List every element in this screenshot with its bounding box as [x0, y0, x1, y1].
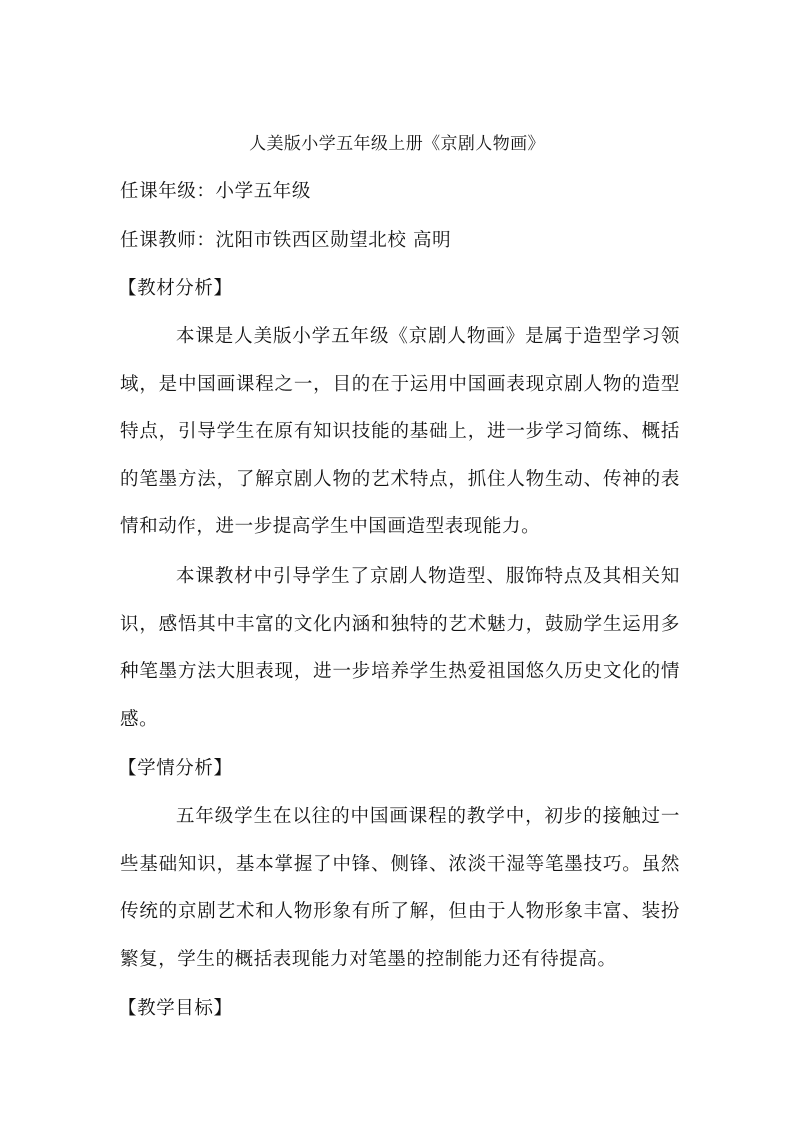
- material-analysis-paragraph-2: 本课教材中引导学生了京剧人物造型、服饰特点及其相关知识，感悟其中丰富的文化内涵和独特的艺术魅力，鼓励学生运用多种笔墨方法大胆表现，进一步培养学生热爱祖国悠久历史文化的情感。: [120, 566, 680, 730]
- section-heading-student-analysis: 【学情分析】: [118, 758, 233, 779]
- section-heading-material-analysis: 【教材分析】: [118, 278, 233, 299]
- teacher-line: 任课教师：沈阳市铁西区勋望北校 高明: [120, 230, 452, 251]
- document-title: 人美版小学五年级上册《京剧人物画》: [249, 134, 545, 154]
- grade-line: 任课年级：小学五年级: [120, 181, 312, 202]
- section-heading-teaching-goals: 【教学目标】: [118, 998, 233, 1019]
- material-analysis-paragraph-1: 本课是人美版小学五年级《京剧人物画》是属于造型学习领域，是中国画课程之一，目的在于运用中国画表现京剧人物的造型特点，引导学生在原有知识技能的基础上，进一步学习简练、概括的笔墨方法，了解京剧人物的艺术特点，抓住人物生动、传神的表情和动作，进一步提高学生中国画造型表现能力。: [120, 326, 680, 537]
- student-analysis-paragraph-1: 五年级学生在以往的中国画课程的教学中，初步的接触过一些基础知识，基本掌握了中锋、侧锋、浓淡干湿等笔墨技巧。虽然传统的京剧艺术和人物形象有所了解，但由于人物形象丰富、装扮繁复，学生的概括表现能力对笔墨的控制能力还有待提高。: [120, 806, 680, 970]
